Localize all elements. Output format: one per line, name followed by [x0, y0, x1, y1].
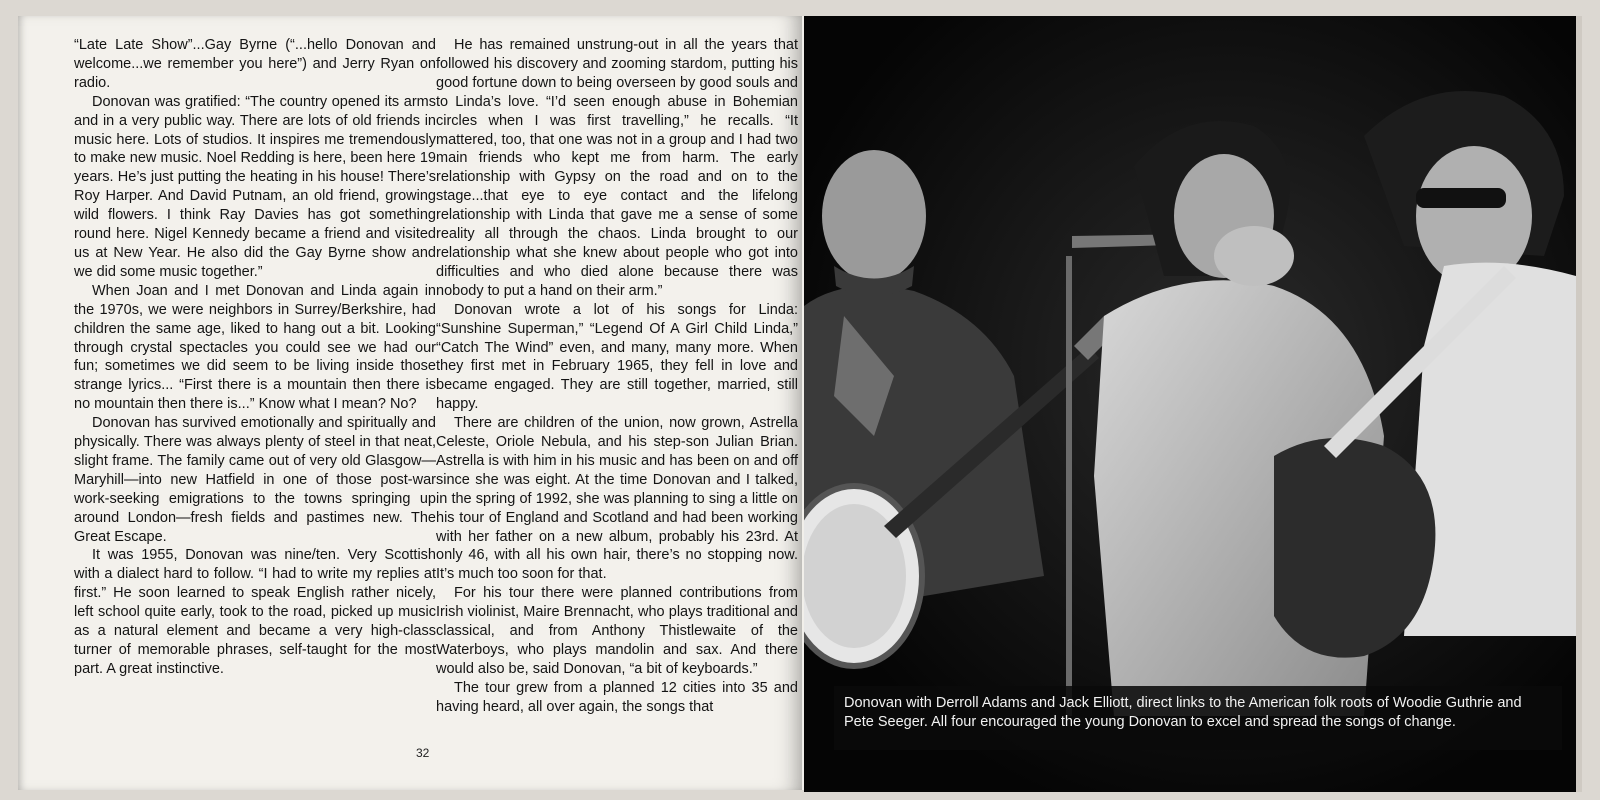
photo-caption: Donovan with Derroll Adams and Jack Elliott, direct links to the American folk roots of Woodie Guthrie and Pete Seeger. All four encouraged the young Donovan to excel and spread the songs of change.	[834, 686, 1562, 750]
paragraph: He has remained unstrung-out in all the years that followed his discovery and zooming stardom, putting his good fortune down to being overseen by good souls and to Linda’s love. “I’d seen enough abuse in Bohemian circles when I was first travelling,” he recalls. “It mattered, too, that one was not in a group and I had two main friends who kept me from harm. The early relationship with Gypsy on the road and on to the stage...that eye to eye contact and the lifelong relationship with Linda that gave me a sense of some reality all through the chaos. Linda brought to our relationship what she knew about people who got into difficulties and who died alone because there was nobody to put a hand on their arm.”	[436, 37, 798, 299]
page-number: 32	[416, 746, 430, 760]
page-edge	[1576, 16, 1582, 792]
paragraph: Donovan was gratified: “The country opened its arms and in a very public way. There are lots of old friends in music here. Lots of studios. It inspires me tremendously to make new music. Noel Redding is here, been here 19 years. He’s just putting the heating in his house! There’s Roy Harper. And David Putnam, an old friend, growing wild flowers. I think Ray Davies has got something round here. Nigel Kennedy became a friend and visited us at New Year. He also did the Gay Byrne show and we did some music together.”	[74, 93, 436, 280]
concert-photo	[804, 16, 1576, 792]
left-page	[18, 16, 802, 790]
paragraph: Donovan wrote a lot of his songs for Linda: “Sunshine Superman,” “Legend Of A Girl Child Linda,” “Catch The Wind” even, and many, many more. When they first met in February 1965, they fell in love and became engaged. They are still together, married, still happy.	[436, 301, 798, 413]
paragraph: When Joan and I met Donovan and Linda again in the 1970s, we were neighbors in Surrey/Berkshire, had children the same age, liked to hang out a bit. Looking through crystal spectacles you could see we had our fun; sometimes we did seem to be living inside those strange lyrics... “First there is a mountain then there is no mountain then there is...” Know what I mean? No?	[74, 282, 436, 413]
paragraph: There are children of the union, now grown, Astrella Celeste, Oriole Nebula, and his step-son Julian Brian. Astrella is with him in his music and has been on and off since she was eight. At the time Donovan and I talked, in the spring of 1992, she was planning to sing a little on his tour of England and Scotland and had been working with her father on a new album, probably his 23rd. At only 46, with all his own hair, there’s no stopping now. It’s much too soon for that.	[436, 415, 798, 583]
paragraph: “Late Late Show”...Gay Byrne (“...hello Donovan and welcome...we remember you here”) and Jerry Ryan on radio.	[74, 37, 436, 91]
paragraph: The tour grew from a planned 12 cities into 35 and having heard, all over again, the songs that	[436, 679, 798, 715]
text-column-2	[436, 36, 798, 717]
text-column-1	[74, 36, 436, 679]
paragraph: Donovan has survived emotionally and spiritually and physically. There was always plenty of steel in that neat, slight frame. The family came out of very old Glasgow—Maryhill—into new Hatfield in one of those post-war work-seeking emigrations to the towns springing up around London—fresh fields and pastimes new. The Great Escape.	[74, 415, 436, 545]
paragraph: It was 1955, Donovan was nine/ten. Very Scottish with a dialect hard to follow. “I had to write my replies at first.” He soon learned to speak English rather nicely, left school quite early, took to the road, picked up music as a natural element and became a very high-class turner of memorable phrases, self-taught for the most part. A great instinctive.	[74, 547, 436, 677]
paragraph: For his tour there were planned contributions from Irish violinist, Maire Brennacht, who plays traditional and classical, and from Anthony Thistlewaite of the Waterboys, who plays mandolin and sax. And there would also be, said Donovan, “a bit of keyboards.”	[436, 585, 798, 677]
photo-illustration	[804, 16, 1576, 792]
